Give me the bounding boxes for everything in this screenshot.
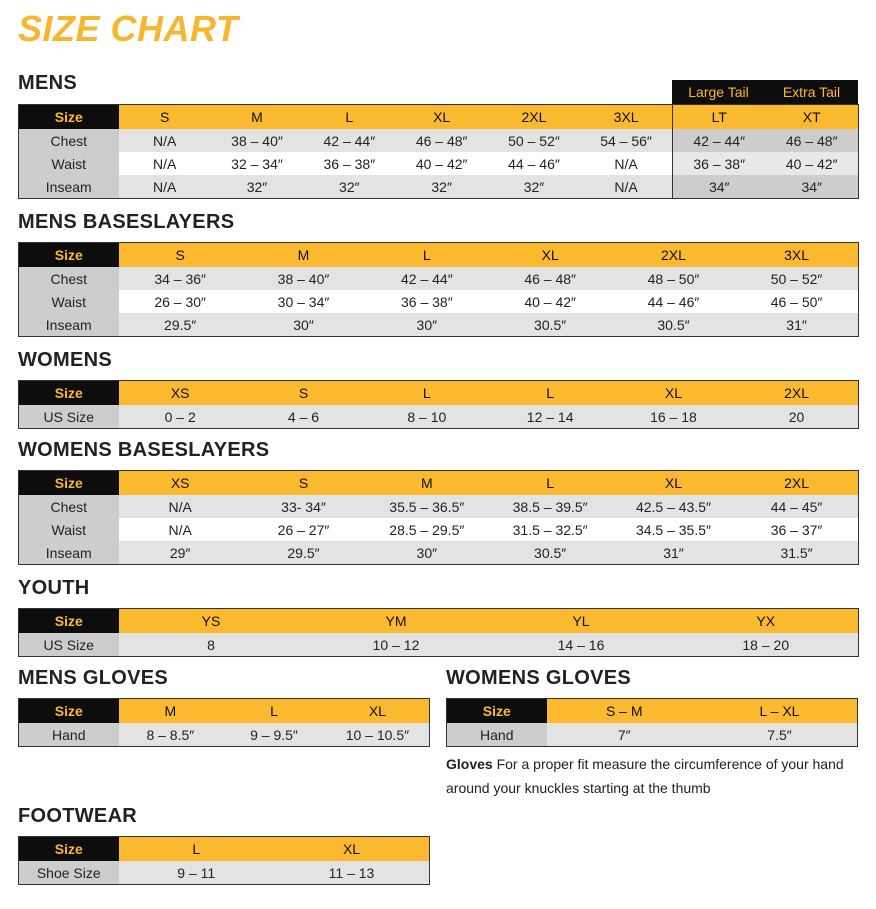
size-header-cell: YX — [674, 609, 859, 634]
table-cell: 42 – 44″ — [365, 267, 488, 290]
mens-gloves-section-title: MENS GLOVES — [18, 667, 168, 689]
table-cell: 9 – 9.5″ — [222, 723, 326, 747]
table-row — [19, 405, 859, 429]
tail-header-extra: Extra Tail — [782, 84, 841, 100]
table-cell: 46 – 48″ — [765, 129, 858, 152]
table-cell: 44 – 46″ — [612, 290, 735, 313]
table-row — [19, 290, 859, 313]
mens-gloves-size-table — [18, 698, 430, 747]
table-row — [19, 313, 859, 337]
size-header-cell: XS — [119, 381, 242, 406]
table-cell: 32″ — [395, 175, 487, 199]
table-cell: 30.5″ — [488, 313, 611, 337]
table-cell: 38.5 – 39.5″ — [488, 495, 611, 518]
size-label-cell: Size — [19, 699, 119, 724]
table-cell: 30″ — [242, 313, 365, 337]
table-cell: 46 – 48″ — [395, 129, 487, 152]
table-cell: 34″ — [672, 175, 765, 199]
table-row — [19, 541, 859, 565]
womens-gloves-section-title: WOMENS GLOVES — [446, 667, 632, 689]
size-header-cell: 2XL — [735, 471, 858, 496]
size-header-cell: YL — [489, 609, 674, 634]
measure-label-cell: Hand — [19, 723, 119, 747]
table-row — [19, 267, 859, 290]
table-cell: 8 – 10 — [365, 405, 488, 429]
table-cell: 34 – 36″ — [119, 267, 242, 290]
size-header-cell: L – XL — [702, 699, 858, 724]
measure-label-cell: Chest — [19, 495, 119, 518]
table-cell: 12 – 14 — [488, 405, 611, 429]
table-cell: 7.5″ — [702, 723, 858, 747]
table-cell: 7″ — [547, 723, 703, 747]
table-header-row — [19, 243, 859, 268]
measure-label-cell: US Size — [19, 405, 119, 429]
measure-label-cell: Shoe Size — [19, 861, 119, 885]
table-cell: 0 – 2 — [119, 405, 242, 429]
table-cell: 29″ — [119, 541, 242, 565]
table-cell: 30″ — [365, 313, 488, 337]
size-label-cell: Size — [19, 243, 119, 268]
table-cell: N/A — [119, 495, 242, 518]
table-cell: N/A — [119, 518, 242, 541]
table-row — [19, 129, 859, 152]
size-header-cell: S – M — [547, 699, 703, 724]
table-cell: 32″ — [303, 175, 395, 199]
page-title: SIZE CHART — [18, 8, 239, 49]
youth-size-table — [18, 608, 859, 657]
table-row — [19, 723, 430, 747]
gloves-note-label: Gloves — [446, 756, 493, 772]
size-header-cell: XS — [119, 471, 242, 496]
measure-label-cell: Waist — [19, 290, 119, 313]
table-row — [19, 495, 859, 518]
size-header-cell: L — [365, 381, 488, 406]
size-label-cell: Size — [19, 381, 119, 406]
youth-section-title: YOUTH — [18, 577, 90, 599]
table-row — [19, 861, 430, 885]
table-cell: 34.5 – 35.5″ — [612, 518, 735, 541]
table-cell: 46 – 50″ — [735, 290, 858, 313]
size-label-cell: Size — [19, 471, 119, 496]
table-cell: 42 – 44″ — [303, 129, 395, 152]
table-cell: 11 – 13 — [274, 861, 430, 885]
table-header-row — [19, 471, 859, 496]
table-cell: 36 – 38″ — [672, 152, 765, 175]
table-row — [19, 518, 859, 541]
measure-label-cell: Chest — [19, 129, 119, 152]
gloves-fit-note — [446, 752, 846, 800]
table-cell: 31.5″ — [735, 541, 858, 565]
footwear-section-title: FOOTWEAR — [18, 805, 138, 827]
table-cell: 29.5″ — [119, 313, 242, 337]
table-cell: 32″ — [488, 175, 580, 199]
table-cell: 8 – 8.5″ — [119, 723, 223, 747]
measure-label-cell: Hand — [447, 723, 547, 747]
size-label-cell: Size — [447, 699, 547, 724]
table-cell: 35.5 – 36.5″ — [365, 495, 488, 518]
table-row — [447, 723, 858, 747]
size-header-cell: L — [488, 381, 611, 406]
table-cell: 42 – 44″ — [672, 129, 765, 152]
size-label-cell: Size — [19, 105, 119, 130]
table-cell: 30 – 34″ — [242, 290, 365, 313]
size-header-cell: M — [365, 471, 488, 496]
table-cell: 44 – 46″ — [488, 152, 580, 175]
size-header-cell: XT — [765, 105, 858, 130]
table-header-row — [19, 609, 859, 634]
table-cell: 16 – 18 — [612, 405, 735, 429]
table-cell: 26 – 30″ — [119, 290, 242, 313]
table-cell: 44 – 45″ — [735, 495, 858, 518]
size-header-cell: S — [119, 105, 211, 130]
table-cell: 42.5 – 43.5″ — [612, 495, 735, 518]
womens-baselayers-size-table — [18, 470, 859, 565]
table-cell: 38 – 40″ — [211, 129, 303, 152]
table-cell: 32″ — [211, 175, 303, 199]
table-cell: 36 – 38″ — [365, 290, 488, 313]
size-header-cell: XL — [612, 381, 735, 406]
table-cell: 30.5″ — [488, 541, 611, 565]
womens-gloves-size-table — [446, 698, 858, 747]
size-header-cell: L — [365, 243, 488, 268]
size-header-cell: S — [242, 381, 365, 406]
size-header-cell: 2XL — [612, 243, 735, 268]
measure-label-cell: US Size — [19, 633, 119, 657]
table-cell: 8 — [119, 633, 304, 657]
measure-label-cell: Inseam — [19, 313, 119, 337]
table-cell: 26 – 27″ — [242, 518, 365, 541]
table-row — [19, 152, 859, 175]
table-cell: 28.5 – 29.5″ — [365, 518, 488, 541]
table-cell: N/A — [119, 129, 211, 152]
table-header-row — [19, 381, 859, 406]
mens-section-title: MENS — [18, 72, 77, 94]
womens-size-table — [18, 380, 859, 429]
size-header-cell: S — [242, 471, 365, 496]
measure-label-cell: Waist — [19, 518, 119, 541]
size-header-cell: YM — [304, 609, 489, 634]
table-cell: N/A — [580, 175, 672, 199]
size-label-cell: Size — [19, 609, 119, 634]
table-cell: 10 – 12 — [304, 633, 489, 657]
womens-baselayers-section-title: WOMENS BASESLAYERS — [18, 439, 270, 461]
size-header-cell: 3XL — [735, 243, 858, 268]
table-cell: 10 – 10.5″ — [326, 723, 430, 747]
table-cell: 30″ — [365, 541, 488, 565]
size-header-cell: 3XL — [580, 105, 672, 130]
table-header-row — [19, 699, 430, 724]
table-row — [19, 633, 859, 657]
table-cell: N/A — [119, 175, 211, 199]
table-cell: 20 — [735, 405, 858, 429]
table-cell: 14 – 16 — [489, 633, 674, 657]
footwear-size-table — [18, 836, 430, 885]
table-cell: 46 – 48″ — [488, 267, 611, 290]
table-cell: 30.5″ — [612, 313, 735, 337]
table-row — [19, 175, 859, 199]
table-cell: 50 – 52″ — [735, 267, 858, 290]
table-cell: 50 – 52″ — [488, 129, 580, 152]
table-cell: 40 – 42″ — [765, 152, 858, 175]
size-header-cell: YS — [119, 609, 304, 634]
table-cell: 48 – 50″ — [612, 267, 735, 290]
table-cell: 54 – 56″ — [580, 129, 672, 152]
table-cell: 36 – 37″ — [735, 518, 858, 541]
table-cell: 18 – 20 — [674, 633, 859, 657]
size-header-cell: M — [119, 699, 223, 724]
size-header-cell: XL — [274, 837, 430, 862]
mens-size-table — [18, 104, 859, 199]
table-cell: N/A — [119, 152, 211, 175]
tail-header-large: Large Tail — [688, 84, 749, 100]
size-header-cell: LT — [672, 105, 765, 130]
mens-baselayers-section-title: MENS BASESLAYERS — [18, 211, 235, 233]
size-header-cell: 2XL — [488, 105, 580, 130]
table-header-row — [19, 105, 859, 130]
size-header-cell: L — [303, 105, 395, 130]
table-cell: 34″ — [765, 175, 858, 199]
table-cell: 31.5 – 32.5″ — [488, 518, 611, 541]
size-header-cell: XL — [395, 105, 487, 130]
mens-baselayers-size-table — [18, 242, 859, 337]
table-cell: 40 – 42″ — [488, 290, 611, 313]
table-cell: 31″ — [612, 541, 735, 565]
measure-label-cell: Inseam — [19, 541, 119, 565]
size-header-cell: S — [119, 243, 242, 268]
size-header-cell: XL — [612, 471, 735, 496]
size-header-cell: L — [488, 471, 611, 496]
measure-label-cell: Waist — [19, 152, 119, 175]
table-cell: N/A — [580, 152, 672, 175]
table-cell: 31″ — [735, 313, 858, 337]
size-header-cell: L — [222, 699, 326, 724]
womens-section-title: WOMENS — [18, 349, 113, 371]
table-cell: 38 – 40″ — [242, 267, 365, 290]
table-cell: 29.5″ — [242, 541, 365, 565]
table-cell: 33- 34″ — [242, 495, 365, 518]
size-header-cell: XL — [326, 699, 430, 724]
table-cell: 9 – 11 — [119, 861, 275, 885]
measure-label-cell: Chest — [19, 267, 119, 290]
mens-tail-header — [672, 80, 858, 104]
size-header-cell: XL — [488, 243, 611, 268]
table-cell: 40 – 42″ — [395, 152, 487, 175]
table-header-row — [447, 699, 858, 724]
table-header-row — [19, 837, 430, 862]
size-header-cell: M — [242, 243, 365, 268]
size-header-cell: L — [119, 837, 275, 862]
measure-label-cell: Inseam — [19, 175, 119, 199]
table-cell: 36 – 38″ — [303, 152, 395, 175]
table-cell: 32 – 34″ — [211, 152, 303, 175]
size-label-cell: Size — [19, 837, 119, 862]
gloves-note-text: For a proper fit measure the circumference of your hand around your knuckles starting at the thumb — [446, 756, 844, 796]
size-header-cell: M — [211, 105, 303, 130]
size-header-cell: 2XL — [735, 381, 858, 406]
table-cell: 4 – 6 — [242, 405, 365, 429]
